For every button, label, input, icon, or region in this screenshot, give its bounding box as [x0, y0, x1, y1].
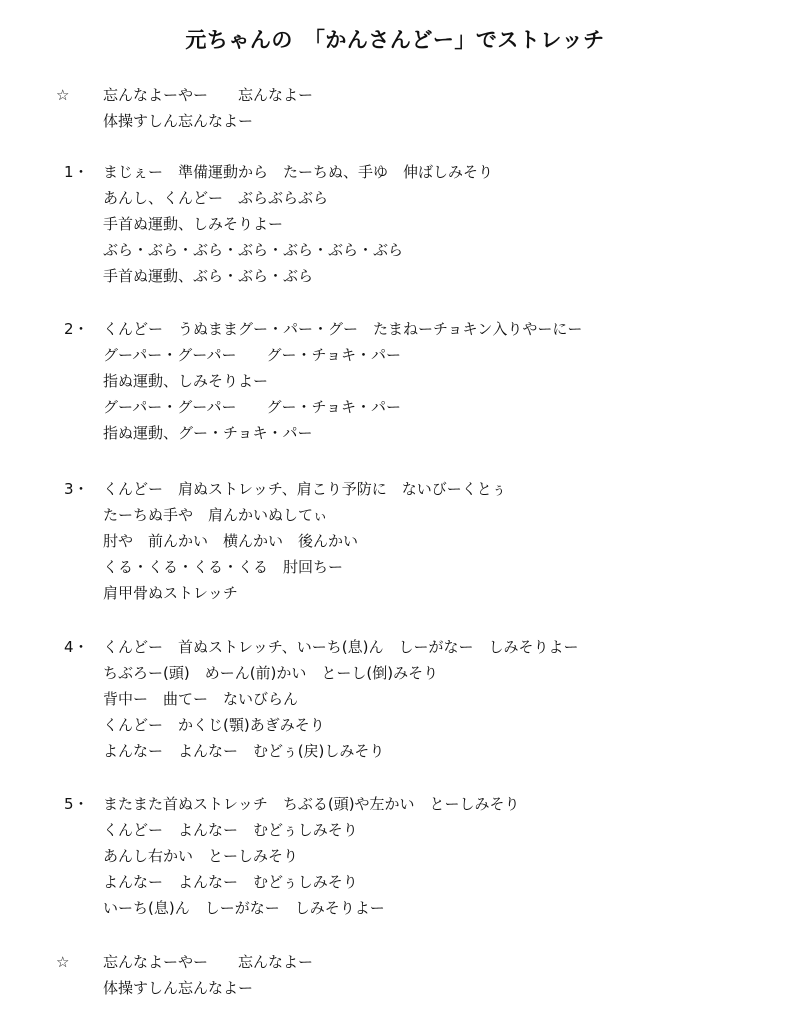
verse-lines — [103, 82, 313, 134]
verse-lines — [103, 949, 313, 1001]
verse-line: またまた首ぬストレッチ ちぶる(頭)や左かい とーしみそり — [103, 795, 520, 813]
verse-line: 指ぬ運動、しみそりよー — [103, 372, 269, 390]
verse-line: 手首ぬ運動、しみそりよー — [103, 215, 284, 233]
verse-lines — [103, 316, 582, 446]
verse-line: まじぇー 準備運動から たーちぬ、手ゆ 伸ばしみそり — [103, 163, 494, 181]
verse-line: 指ぬ運動、グー・チョキ・パー — [103, 424, 313, 442]
verse-lines — [103, 634, 579, 764]
verse-number: 1・ — [64, 163, 89, 181]
verse-line: 手首ぬ運動、ぶら・ぶら・ぶら — [103, 267, 314, 285]
verse-number: 3・ — [64, 480, 89, 498]
verse-line: くんどー 肩ぬストレッチ、肩こり予防に ないびーくとぅ — [103, 480, 507, 498]
verse-line: 体操すしん忘んなよー — [103, 979, 254, 997]
verse-line: いーち(息)ん しーがなー しみそりよー — [103, 899, 385, 917]
verse-line: よんなー よんなー むどぅしみそり — [103, 873, 358, 891]
verse-line: グーパー・グーパー グー・チョキ・パー — [103, 398, 402, 416]
verse-line: 肩甲骨ぬストレッチ — [103, 584, 238, 602]
verse-line: くんどー かくじ(顎)あぎみそり — [103, 716, 325, 734]
verse-line: 忘んなよーやー 忘んなよー — [103, 86, 314, 104]
verse-line: あんし、くんどー ぶらぶらぶら — [103, 189, 329, 207]
verse-lines — [103, 476, 507, 606]
star-marker: ☆ — [56, 86, 70, 104]
verse-line: グーパー・グーパー グー・チョキ・パー — [103, 346, 402, 364]
page-title: 元ちゃんの 「かんさんどー」でストレッチ — [185, 28, 605, 52]
verse-line: ぶら・ぶら・ぶら・ぶら・ぶら・ぶら・ぶら — [103, 241, 404, 259]
verse-line: あんし右かい とーしみそり — [103, 847, 299, 865]
verse-line: たーちぬ手や 肩んかいぬしてぃ — [103, 506, 328, 524]
verse-line: くんどー よんなー むどぅしみそり — [103, 821, 358, 839]
verse-line: 背中ー 曲てー ないびらん — [103, 690, 299, 708]
verse-line: 体操すしん忘んなよー — [103, 112, 254, 130]
verse-line: 忘んなよーやー 忘んなよー — [103, 953, 314, 971]
verse-line: くんどー うぬままグー・パー・グー たまねーチョキン入りやーにー — [103, 320, 583, 338]
verse-line: くんどー 首ぬストレッチ、いーち(息)ん しーがなー しみそりよー — [103, 638, 579, 656]
verse-number: 4・ — [64, 638, 89, 656]
verse-line: 肘や 前んかい 横んかい 後んかい — [103, 532, 359, 550]
verse-lines — [103, 159, 493, 289]
verse-line: くる・くる・くる・くる 肘回ちー — [103, 558, 344, 576]
verse-number: 5・ — [64, 795, 89, 813]
verse-lines — [103, 791, 520, 921]
verse-line: ちぶろー(頭) めーん(前)かい とーし(倒)みそり — [103, 664, 439, 682]
star-marker: ☆ — [56, 953, 70, 971]
verse-line: よんなー よんなー むどぅ(戻)しみそり — [103, 742, 385, 760]
verse-number: 2・ — [64, 320, 89, 338]
